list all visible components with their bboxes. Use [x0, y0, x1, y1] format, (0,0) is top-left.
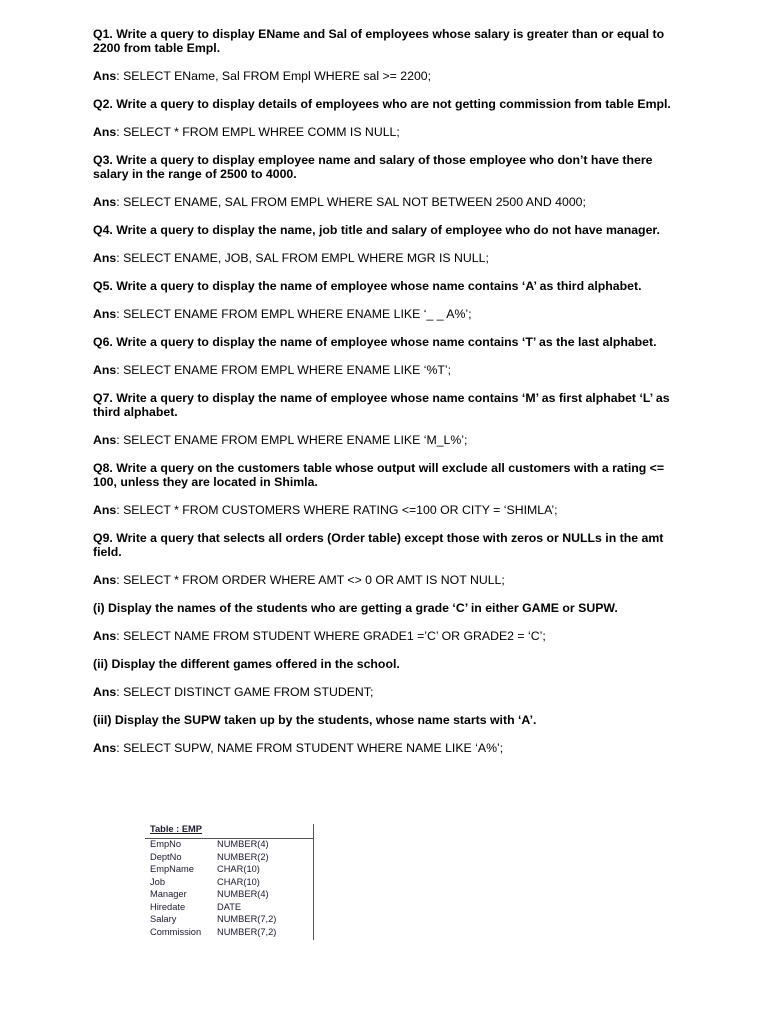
qa-item: [93, 601, 683, 643]
table-row: [150, 889, 310, 902]
question: (iiI) Display the SUPW taken up by the students, whose name starts with ‘A’.: [93, 713, 537, 727]
emp-table-image: [145, 824, 315, 940]
field-type: NUMBER(7,2): [217, 914, 277, 924]
document-body: [93, 27, 683, 769]
field-name: EmpNo: [150, 839, 182, 849]
answer-text: : SELECT * FROM CUSTOMERS WHERE RATING <=100 OR CITY = ‘SHIMLA’;: [116, 503, 558, 517]
answer: [93, 195, 683, 209]
answer-text: : SELECT * FROM EMPL WHREE COMM IS NULL;: [116, 125, 400, 139]
answer-text: : SELECT SUPW, NAME FROM STUDENT WHERE NAME LIKE ‘A%’;: [116, 741, 504, 755]
question: Q3. Write a query to display employee name and salary of those employee who don’t have there salary in the range of 2500 to 4000.: [93, 153, 653, 181]
qa-item: [93, 657, 683, 699]
table-row: [150, 839, 310, 852]
table-row: [150, 864, 310, 877]
answer-label: Ans: [93, 685, 117, 699]
table-row: [150, 852, 310, 865]
qa-item: [93, 153, 683, 209]
question: Q7. Write a query to display the name of employee whose name contains ‘M’ as first alphabet ‘L’ as third alphabet.: [93, 391, 670, 419]
table-row: [150, 914, 310, 927]
answer-text: : SELECT * FROM ORDER WHERE AMT <> 0 OR AMT IS NOT NULL;: [116, 573, 505, 587]
answer-label: Ans: [93, 307, 117, 321]
table-right-rule: [313, 824, 314, 940]
qa-item: [93, 391, 683, 447]
answer-text: : SELECT EName, Sal FROM Empl WHERE sal >= 2200;: [116, 69, 432, 83]
qa-item: [93, 97, 683, 139]
answer: [93, 125, 683, 139]
field-name: DeptNo: [150, 851, 182, 862]
answer-label: Ans: [93, 363, 117, 377]
question: Q1. Write a query to display EName and Sal of employees whose salary is greater than or equal to 2200 from table Empl.: [93, 27, 665, 55]
field-type: NUMBER(2): [217, 851, 269, 862]
qa-item: [93, 531, 683, 587]
table-row: [150, 902, 310, 915]
answer-text: : SELECT ENAME, SAL FROM EMPL WHERE SAL NOT BETWEEN 2500 AND 4000;: [116, 195, 586, 209]
answer-label: Ans: [93, 69, 117, 83]
table-row: [150, 927, 310, 940]
answer-text: : SELECT ENAME FROM EMPL WHERE ENAME LIKE ‘%T’;: [116, 363, 452, 377]
answer: [93, 741, 683, 755]
qa-item: [93, 27, 683, 83]
field-type: DATE: [217, 901, 242, 912]
question: Q5. Write a query to display the name of employee whose name contains ‘A’ as third alphabet.: [93, 279, 642, 293]
answer-label: Ans: [93, 433, 117, 447]
field-name: EmpName: [150, 864, 194, 874]
answer-label: Ans: [93, 125, 117, 139]
question: Q2. Write a query to display details of employees who are not getting commission from table Empl.: [93, 97, 671, 111]
answer-text: : SELECT ENAME, JOB, SAL FROM EMPL WHERE MGR IS NULL;: [116, 251, 489, 265]
qa-item: [93, 335, 683, 377]
answer: [93, 629, 683, 643]
answer: [93, 573, 683, 587]
question: Q9. Write a query that selects all orders (Order table) except those with zeros or NULLs in the amt field.: [93, 531, 664, 559]
answer-label: Ans: [93, 195, 117, 209]
question: Q6. Write a query to display the name of employee whose name contains ‘T’ as the last alphabet.: [93, 335, 657, 349]
answer-text: : SELECT DISTINCT GAME FROM STUDENT;: [116, 685, 374, 699]
qa-item: [93, 279, 683, 321]
question: (ii) Display the different games offered in the school.: [93, 657, 400, 671]
field-type: NUMBER(4): [217, 889, 269, 899]
answer-label: Ans: [93, 503, 117, 517]
answer: [93, 307, 683, 321]
answer: [93, 69, 683, 83]
field-type: NUMBER(4): [217, 839, 269, 849]
answer-label: Ans: [93, 573, 117, 587]
field-name: Job: [150, 876, 165, 887]
answer-label: Ans: [93, 251, 117, 265]
answer: [93, 503, 683, 517]
field-type: NUMBER(7,2): [217, 926, 277, 937]
answer: [93, 251, 683, 265]
answer-text: : SELECT ENAME FROM EMPL WHERE ENAME LIKE ‘M_L%’;: [116, 433, 468, 447]
qa-item: [93, 223, 683, 265]
field-type: CHAR(10): [217, 876, 260, 887]
qa-item: [93, 461, 683, 517]
answer-label: Ans: [93, 741, 117, 755]
field-name: Hiredate: [150, 901, 186, 912]
answer-label: Ans: [93, 629, 117, 643]
field-name: Commission: [150, 926, 202, 937]
answer: [93, 433, 683, 447]
table-row: [150, 877, 310, 890]
field-type: CHAR(10): [217, 864, 260, 874]
question: Q4. Write a query to display the name, job title and salary of employee who do not have manager.: [93, 223, 660, 237]
question: (i) Display the names of the students who are getting a grade ‘C’ in either GAME or SUPW.: [93, 601, 618, 615]
table-title: Table : EMP: [150, 824, 202, 834]
field-name: Manager: [150, 889, 187, 899]
answer-text: : SELECT NAME FROM STUDENT WHERE GRADE1 =’C’ OR GRADE2 = ‘C’;: [116, 629, 546, 643]
answer-text: : SELECT ENAME FROM EMPL WHERE ENAME LIKE ‘_ _ A%’;: [116, 307, 472, 321]
qa-item: [93, 713, 683, 755]
answer: [93, 363, 683, 377]
question: Q8. Write a query on the customers table whose output will exclude all customers with a rating <= 100, unless they are located in Shimla.: [93, 461, 665, 489]
answer: [93, 685, 683, 699]
field-name: Salary: [150, 914, 177, 924]
